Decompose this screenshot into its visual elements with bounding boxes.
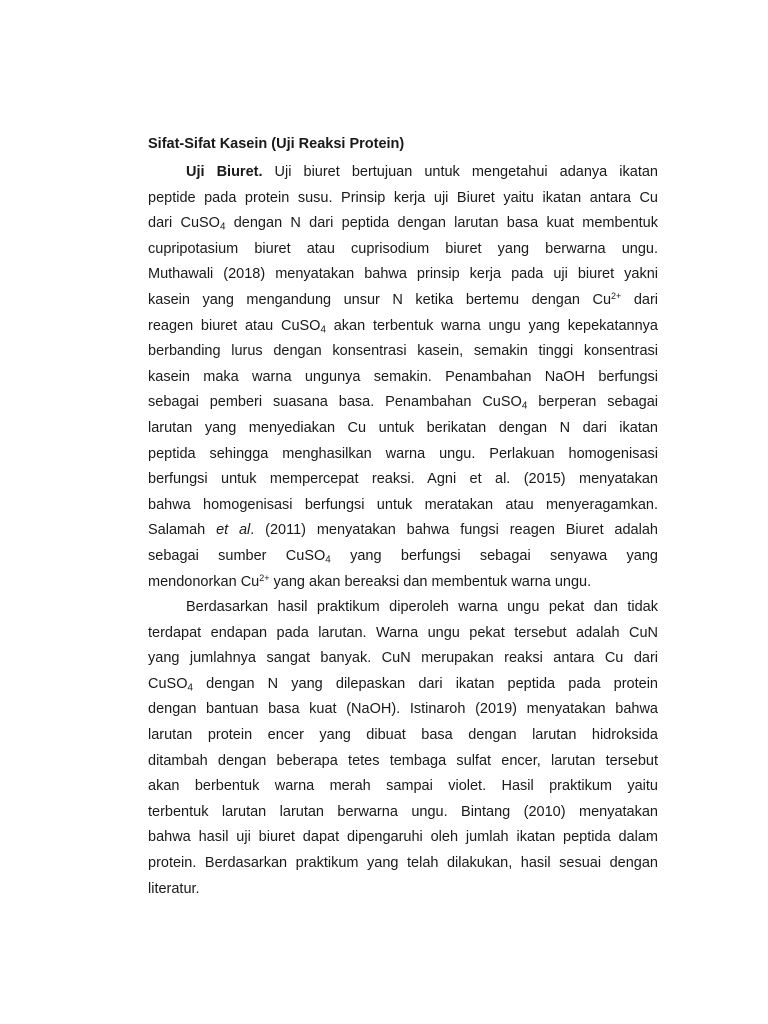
subscript: 4 bbox=[187, 682, 193, 694]
text-line: literatur. bbox=[148, 880, 200, 897]
text-run: kasein yang mengandung unsur N ketika bertemu dengan Cu bbox=[148, 291, 612, 308]
text-line: kasein maka warna ungunya semakin. Penambahan NaOH berfungsi bbox=[148, 368, 658, 385]
text-run: reagen biuret atau CuSO bbox=[148, 317, 321, 334]
section-heading: Sifat-Sifat Kasein (Uji Reaksi Protein) bbox=[148, 136, 405, 152]
text-line: berbanding lurus dengan konsentrasi kasein, semakin tinggi konsentrasi bbox=[148, 343, 658, 360]
text-line bbox=[148, 544, 658, 570]
text-line bbox=[148, 288, 658, 314]
text-line: terbentuk larutan larutan berwarna ungu. Bintang (2010) menyatakan bbox=[148, 803, 658, 820]
text-run: akan terbentuk warna ungu yang kepekatannya bbox=[325, 317, 658, 334]
subscript: 4 bbox=[521, 400, 528, 412]
superscript: 2+ bbox=[259, 572, 270, 583]
text-line: Berdasarkan hasil praktikum diperoleh warna ungu pekat dan tidak bbox=[186, 599, 658, 616]
text-run: berperan sebagai bbox=[527, 394, 658, 411]
text-run: sebagai pemberi suasana basa. Penambahan CuSO bbox=[148, 394, 522, 411]
text-run: yang berfungsi sebagai senyawa yang bbox=[330, 547, 658, 564]
paragraph-hasil-praktikum bbox=[148, 595, 658, 902]
text-run: Uji biuret bertujuan untuk mengetahui adanya ikatan bbox=[262, 164, 658, 180]
text-line bbox=[148, 390, 658, 416]
subscript: 4 bbox=[219, 221, 226, 233]
lead-term: Uji Biuret. bbox=[186, 164, 263, 180]
text-line: yang jumlahnya sangat banyak. CuN merupakan reaksi antara Cu dari bbox=[148, 650, 658, 667]
text-run: yang akan bereaksi dan membentuk warna ungu. bbox=[269, 573, 592, 590]
text-line bbox=[148, 518, 658, 544]
text-line: cupripotasium biuret atau cuprisodium biuret yang berwarna ungu. bbox=[148, 240, 658, 257]
text-line: peptida sehingga menghasilkan warna ungu. Perlakuan homogenisasi bbox=[148, 445, 658, 462]
text-line bbox=[148, 211, 658, 237]
paragraph-uji-biuret bbox=[148, 160, 658, 595]
italic-run: et al bbox=[216, 522, 251, 539]
text-line: akan berbentuk warna merah sampai violet. Hasil praktikum yaitu bbox=[148, 778, 658, 795]
subscript: 4 bbox=[325, 554, 331, 566]
text-run: dengan N yang dilepaskan dari ikatan peptida pada protein bbox=[192, 675, 658, 692]
text-line bbox=[148, 314, 658, 340]
text-line bbox=[148, 570, 658, 596]
text-run: dari CuSO bbox=[148, 215, 220, 232]
text-line: terdapat endapan pada larutan. Warna ungu pekat tersebut adalah CuN bbox=[148, 624, 658, 641]
text-line: larutan yang menyediakan Cu untuk berikatan dengan N dari ikatan bbox=[148, 419, 658, 436]
text-line: larutan protein encer yang dibuat basa dengan larutan hidroksida bbox=[148, 727, 658, 744]
text-run: dengan N dari peptida dengan larutan basa kuat membentuk bbox=[225, 215, 658, 232]
document-content bbox=[148, 128, 658, 902]
text-line: dengan bantuan basa kuat (NaOH). Istinaroh (2019) menyatakan bahwa bbox=[148, 701, 658, 718]
subscript: 4 bbox=[320, 324, 326, 336]
text-line: ditambah dengan beberapa tetes tembaga sulfat encer, larutan tersebut bbox=[148, 752, 658, 769]
text-run: sebagai sumber CuSO bbox=[148, 547, 326, 564]
text-line: bahwa homogenisasi berfungsi untuk meratakan atau menyeragamkan. bbox=[148, 496, 658, 513]
text-line: protein. Berdasarkan praktikum yang telah dilakukan, hasil sesuai dengan bbox=[148, 855, 658, 872]
text-run: mendonorkan Cu bbox=[148, 573, 260, 590]
superscript: 2+ bbox=[611, 291, 622, 302]
text-run: dari bbox=[621, 291, 658, 308]
text-line: Muthawali (2018) menyatakan bahwa prinsip kerja pada uji biuret yakni bbox=[148, 266, 658, 283]
text-run: . (2011) menyatakan bahwa fungsi reagen Biuret adalah bbox=[250, 522, 658, 539]
text-line: berfungsi untuk mempercepat reaksi. Agni et al. (2015) menyatakan bbox=[148, 471, 658, 488]
text-line bbox=[148, 160, 658, 186]
text-line bbox=[148, 672, 658, 698]
text-run: Salamah bbox=[148, 522, 217, 539]
text-run: CuSO bbox=[148, 675, 188, 692]
text-line: peptide pada protein susu. Prinsip kerja uji Biuret yaitu ikatan antara Cu bbox=[148, 189, 658, 206]
text-line: bahwa hasil uji biuret dapat dipengaruhi oleh jumlah ikatan peptida dalam bbox=[148, 829, 658, 846]
